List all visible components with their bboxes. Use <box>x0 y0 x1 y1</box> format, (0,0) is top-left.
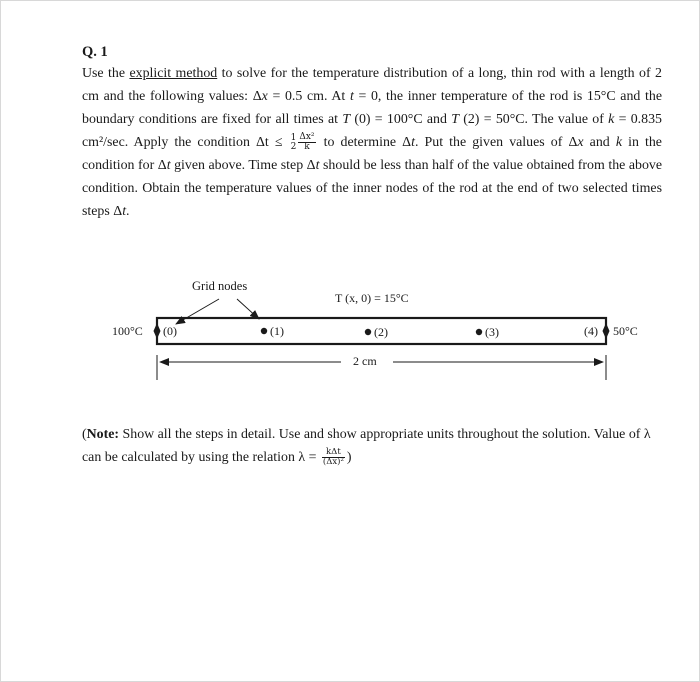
node2-dot <box>365 329 371 335</box>
node4-marker <box>603 323 610 339</box>
lambda-fraction: $\frac{\text{kΔt}}{\text{(Δx)²}}$ <box>322 447 344 468</box>
grid-arrow-right <box>237 299 259 319</box>
node0-label: (0) <box>163 324 177 338</box>
initial-condition-label: T (x, 0) = 15°C <box>335 291 409 305</box>
rod-length-label: 2 cm <box>353 354 377 368</box>
node3-dot <box>476 329 482 335</box>
node2-label: (2) <box>374 325 388 339</box>
node4-label: (4) <box>584 324 598 338</box>
node0-marker <box>154 323 161 339</box>
node1-label: (1) <box>270 324 284 338</box>
question-text: Use the explicit method to solve for the temperature distribution of a long, thin rod with a length of 2 cm and the following values: Δx = 0.5 cm. At t = 0, the inner temperature of the rod is 15°C and the boundary conditions are fixed for all times at T (0) = 100°C and T (2) = 50°C. The value of k = 0.835 cm²/sec. Apply the condition Δt ≤ 1 2 $\frac{\text{Δx²}}{k}$ to determine Δt. Put the given values of Δx and k in the condition for Δt given above. Time step Δt should be less than half of the value obtained from the above condition. Obtain the temperature values of the inner nodes of the rod at the end of two selected times steps Δt. <box>82 66 663 219</box>
node1-dot <box>261 328 267 334</box>
question-number: Q. 1 <box>82 44 108 60</box>
right-boundary-temp: 50°C <box>613 324 638 338</box>
note-label: Note: <box>86 427 120 442</box>
grid-nodes-label: Grid nodes <box>192 279 248 293</box>
left-boundary-temp: 100°C <box>112 324 143 338</box>
dt-condition-fraction: $\frac{\text{Δx²}}{k}$ <box>299 132 315 153</box>
node3-label: (3) <box>485 325 499 339</box>
grid-arrow-left <box>176 299 219 324</box>
one-half-fraction: 1 2 <box>290 132 297 152</box>
note-paragraph: (Note: Show all the steps in detail. Use and show appropriate units throughout the solution. Value of λ can be calculated by using the relation λ = $\frac{\text{kΔt}}{\text{(Δx)²}}$ ) <box>82 427 651 468</box>
explicit-method-link: explicit method <box>129 66 218 81</box>
